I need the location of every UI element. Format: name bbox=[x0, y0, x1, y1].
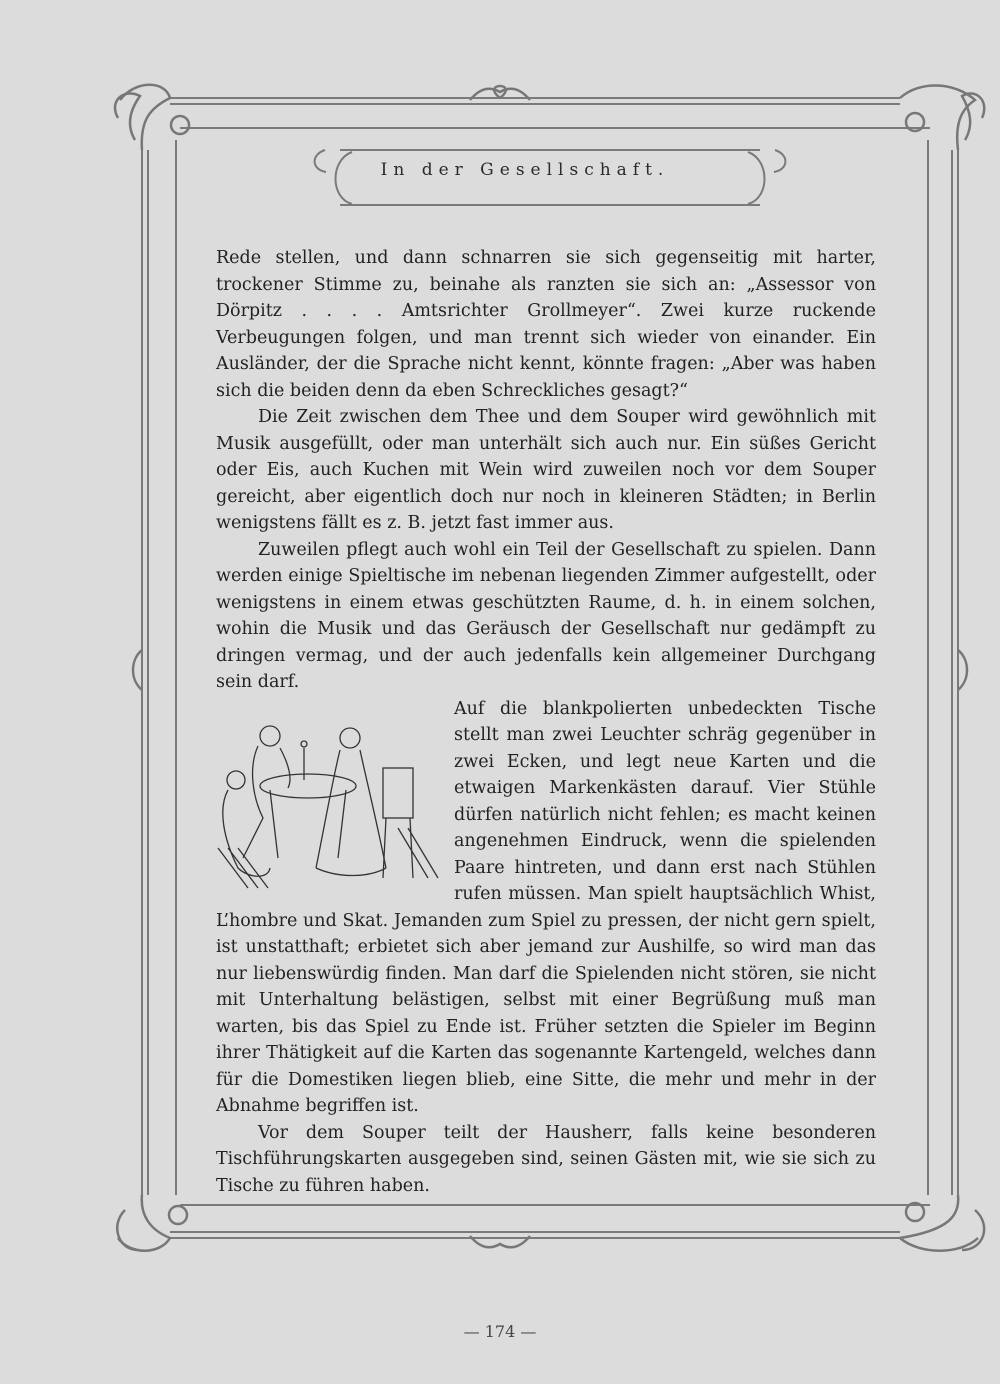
paragraph-1: Rede stellen, und dann schnarren sie sich gegenseitig mit harter, trockener Stimme zu, beinahe als ranzten sie sich an: „Assessor von Dörpitz . . . . Amtsrichter Grollmeyer“. Zwei kurze ruckende Verbeugungen folgen, und man trennt sich wieder von einander. Ein Ausländer, der die Sprache nicht kennt, könnte fragen: „Aber was haben sich die beiden denn da eben Schreckliches gesagt?“ bbox=[216, 248, 876, 401]
page-number: — 174 — bbox=[463, 1322, 537, 1341]
body-text bbox=[216, 245, 876, 1199]
card-players-illustration bbox=[208, 708, 442, 894]
paragraph-4: Auf die blankpolierten unbedeckten Tische stellt man zwei Leuchter schräg gegenüber in zwei Ecken, und legt neue Karten und die etwaigen Markenkästen darauf. Vier Stühle dürfen natürlich nicht fehlen; es macht keinen angenehmen Eindruck, wenn die spielenden Paare hintreten, und dann erst nach Stühlen rufen müssen. Man spielt hauptsächlich Whist, L’hombre und Skat. Jemanden zum Spiel zu pressen, der nicht gern spielt, ist unstatthaft; erbietet sich aber jemand zur Aushilfe, so wird man das nur liebenswürdig finden. Man darf die Spielenden nicht stören, sie nicht mit Unterhaltung belästigen, selbst mit einer Begrüßung muß man warten, bis das Spiel zu Ende ist. Früher setzten die Spieler im Beginn ihrer Thätigkeit auf die Karten das sogenannte Kartengeld, welches dann für die Domestiken liegen blieb, eine Sitte, die mehr und mehr in der Abnahme begriffen ist. bbox=[216, 698, 876, 1116]
paragraph-5: Vor dem Souper teilt der Hausherr, falls keine besonderen Tischführungskarten ausgegeben sind, seinen Gästen mit, wie sie sich zu Tische zu führen haben. bbox=[216, 1122, 876, 1196]
paragraph-2: Die Zeit zwischen dem Thee und dem Souper wird gewöhnlich mit Musik ausgefüllt, oder man unterhält sich auch nur. Ein süßes Gericht oder Eis, auch Kuchen mit Wein wird zuweilen noch vor dem Souper gereicht, aber eigentlich doch nur noch in kleineren Städten; in Berlin wenigstens fällt es z. B. jetzt fast immer aus. bbox=[216, 407, 876, 533]
running-header: In der Gesellschaft. bbox=[380, 160, 670, 180]
paragraph-3: Zuweilen pflegt auch wohl ein Teil der Gesellschaft zu spielen. Dann werden einige Spieltische im nebenan liegenden Zimmer aufgestellt, oder wenigstens in einem etwas geschützten Raume, d. h. in einem solchen, wohin die Musik und das Geräusch der Gesellschaft nur gedämpft zu dringen vermag, und der auch jedenfalls kein allgemeiner Durchgang sein darf. bbox=[216, 539, 876, 692]
